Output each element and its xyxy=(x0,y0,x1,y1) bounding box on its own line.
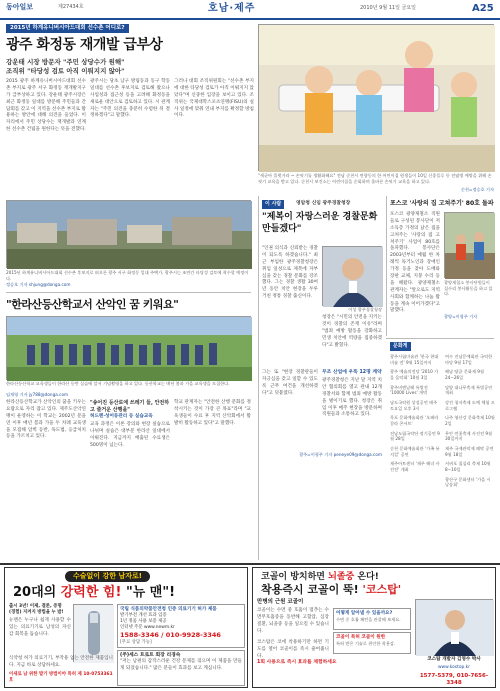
goat-headline: "한라산등산학교서 산악인 꿈 키워요" xyxy=(6,298,179,311)
column-divider xyxy=(386,196,387,336)
interview-body-col1: "인권 의식과 신뢰받는 경찰이 되도록 하겠습니다." 최근 부임한 광주경찰청장은 취임 일성으로 제복에 자부심을 갖는 경찰 문화를 강조했다. 그는 경찰 생활 30여 년 동안 치안 현장을 두루 거친 정통 경찰 출신이다. xyxy=(262,246,318,300)
kostop-callout: 1회 사용으로 즉시 효과를 체험하세요 xyxy=(257,660,337,665)
newman-box-sub: 발기부전 개선 효과 입증 xyxy=(120,613,167,619)
goat-photo xyxy=(6,316,251,380)
goat-quote-sub: 허드렌·성어류관리 등 실습교육 xyxy=(90,414,153,419)
newman-phone[interactable]: 1588-3346 / 010-9928-3346 xyxy=(120,631,221,639)
brief-item: 나주 영산강 문화축제 10월 2일 xyxy=(445,415,495,427)
kostop-headline-part-2: '코스탑' xyxy=(362,583,402,596)
brief-item: 제주 국제관악제 폐막 공연 9월 18일 xyxy=(445,446,494,457)
brief-item: 광주 예술의전당 '2010 가을 음악회' 10월 3일 xyxy=(390,369,439,381)
newman-box-body: 1년 정품 사용 보증 제공 xyxy=(120,619,167,625)
brief-item: 해남 땅끝 문화제 9월 24∼26일 xyxy=(445,369,485,381)
newman-text-2: 식약청 허가 의료기기, 부작용 없는 안전한 제품입니다. 지금 바로 상담하세요. xyxy=(9,656,113,668)
brief-item: 서귀포 칠십리 축제 10월 8∼10일 xyxy=(445,461,491,473)
newman-product-photo xyxy=(73,604,113,662)
lead-photo-caption: 2015년 하계유니버시아드대회 선수촌 후보지로 떠오른 광주 서구 화정동 일대 주택가. 광주시는 조만간 타당성 검토에 착수할 예정이다. xyxy=(6,270,249,281)
newspaper-logo: 동아일보 xyxy=(6,3,34,11)
kostop-box-1 xyxy=(333,608,411,630)
brief-item: 남도국악원 상설공연 매주 토요일 오후 3시 xyxy=(390,400,438,411)
newman-text-1: 뉴맨은 누구나 쉽게 사용할 수 있는 의료기기로 남성의 자신감 회복을 돕습니다. xyxy=(9,618,71,637)
brief-item: 광주비엔날레 특별전 '10000 Lives' 개막 xyxy=(390,384,428,396)
kostop-person-name: 코스탑 개발자 김영수 박사 xyxy=(427,657,481,662)
posco-photo xyxy=(444,212,494,278)
goat-byline: 임재영 기자 jy788@donga.com xyxy=(6,392,69,397)
briefs-right-list xyxy=(445,354,495,554)
edition-number: 제27434호 xyxy=(58,4,84,10)
interview-body-col4: 광주경찰청은 지난 달 지역 치안 협의회를 열고 관내 12개 경찰서와 함께 범죄 예방 활동을 벌이기로 했다. 청장은 취임 이후 매주 현장을 방문하며 직원들과 소통하고 있다. xyxy=(322,378,382,418)
interview-body-col2: 청장은 "시민의 안전을 지키는 것이 경찰의 존재 이유"라며 "범죄 예방 활동을 강화하고 민생 치안에 역량을 집중하겠다"고 밝혔다. xyxy=(322,315,382,348)
lead-body-col2: 광주시는 당초 남구 방림동과 동구 학동 일대를 선수촌 후보지로 검토해 왔으나 사업성과 접근성 등을 고려해 화정동을 새로운 대안으로 검토하고 있다. 시 관계자는 "주민 의견을 충분히 수렴한 뒤 결정하겠다"고 말했다. xyxy=(90,79,170,119)
briefs-tag: 문화게 xyxy=(390,342,411,351)
newman-banner: 수술없이 강한 남자로! xyxy=(65,571,150,582)
brief-item: 광산구 문화센터 '가을 시 낭송회' xyxy=(445,476,491,488)
newman-headline-part-1: 20대의 xyxy=(13,585,61,600)
kostop-top-part-1: 코골이 방치하면 xyxy=(261,572,329,582)
interview-tag: 이 사람 xyxy=(262,200,284,209)
kostop-website[interactable]: www.kostop.kr xyxy=(437,665,471,670)
divider xyxy=(6,292,251,293)
kostop-box-1-head: 어떻게 알아낼 수 있을까요? xyxy=(336,611,393,616)
lead-body-col1: 2015 광주 하계유니버시아드대회 선수촌 부지로 광주 서구 화정동 재개발지구가 급부상하고 있다. 강운태 광주시장은 최근 화정동 일대를 방문해 주민들과 간담회를 갖고 이 지역을 선수촌 부지로 활용하는 방안에 대해 의견을 들었다. 이 자리에서 주민 상당수는 재개발과 연계한 선수촌 건립을 원한다는 뜻을 전했다. xyxy=(6,79,86,133)
interview-headline: "제복이 자랑스러운 경찰문화 만들겠다" xyxy=(262,212,378,234)
kostop-top-part-2: 뇌졸중 xyxy=(328,572,355,582)
brief-item: 강진 청자축제 도예 체험 프로그램 xyxy=(445,400,495,411)
kostop-box-1-text: 수면 중 호흡 패턴을 관찰해 보세요. xyxy=(336,617,401,623)
brief-item: 담양 대나무축제 특별공연 개최 xyxy=(445,384,493,396)
newman-headline-part-2: 강력한 힘! xyxy=(60,585,122,600)
posco-headline: 포스코 '사랑의 집 고쳐주기' 80호 돌파 xyxy=(390,200,494,207)
interview-byline: 광주=이형주 기자 peneye09@donga.com xyxy=(299,452,382,457)
newman-bottom-box xyxy=(117,650,245,686)
newman-info-box xyxy=(117,604,245,648)
interview-side-head: 무조 산업에 우뚝 12명 계약 xyxy=(322,370,382,375)
newman-box-head: 국립 식품의약품안전청 인증 의료기기 허가 제품 xyxy=(120,607,217,612)
brief-item: 여수 진남문예회관 국악한마당 9월 17일 xyxy=(445,354,493,365)
kids-photo-caption: "세균아 물럿거라 ~ 손씻기를 생활화해요" 전남 순천시 연향동의 한 어린이집 원생들이 10일 신종플루 등 전염병 예방을 위해 손씻기 교육을 받고 있다. 순천시 보건소는 어린이집을 순회하며 올바른 손씻기 교육을 하고 있다. xyxy=(258,173,492,184)
goat-quote-head: "송어진 등산로에 쓰레기 들, 안전하고 즐거운 산행을" xyxy=(90,400,170,413)
newman-bottom-body: "저는 남편의 갑작스러운 건강 문제를 겪으며 이 제품을 만들게 되었습니다." 많은 분들이 효과를 보고 계십니다. xyxy=(120,659,242,672)
interview-photo-caption: 이성 광주경찰청장 xyxy=(348,307,382,312)
page-number: A25 xyxy=(472,3,494,14)
kostop-box-2-text: 특허 받은 기술로 편안한 착용감. xyxy=(336,641,396,647)
kostop-ad xyxy=(252,567,496,688)
brief-item: 목포 문화예술회관 '오페라 갈라 콘서트' xyxy=(390,415,439,427)
newman-quote: 출시 3년! 이제, 결론, 증명 (경험) 지켜지 방법을 누 밨! xyxy=(9,604,64,615)
divider xyxy=(386,338,494,339)
interview-tag-sub: 영암청 신임 광주경찰청장 xyxy=(296,201,351,206)
posco-body: 포스코 광양제철소 직원들로 구성된 봉사단이 저소득층 가정의 낡은 집을 고쳐주는 '사랑의 집 고쳐주기' 사업이 80호를 돌파했다. 봉사단은 2003년부터 매월 한 차례씩 독거노인과 장애인 가정 등을 찾아 도배와 장판 교체, 지붕 수리 등을 해왔다. 광양제철소 관계자는 "앞으로도 지역사회와 함께하는 나눔 활동을 계속 이어가겠다"고 말했다. xyxy=(390,212,440,314)
kostop-box-2 xyxy=(333,632,411,654)
newman-headline-part-3: "뉴 맨"! xyxy=(121,585,176,600)
kostop-person-photo xyxy=(415,599,493,655)
kids-byline: 순천=정승호 기자 xyxy=(460,187,494,192)
lead-photo xyxy=(6,200,251,268)
kostop-text-2: 코스탑은 코에 착용하기만 하면 기도를 열어 코골이를 즉시 줄여줍니다. xyxy=(257,640,329,659)
newman-ad xyxy=(4,567,248,688)
kostop-top-line xyxy=(261,571,379,583)
newman-headline xyxy=(13,584,175,602)
lead-byline: 정승호 기자 shjung@donga.com xyxy=(6,282,71,287)
lead-subhead-1: 강운태 시장 방문자 "주민 상당수가 원해" xyxy=(6,58,125,66)
lead-subhead-2: 조직위 "타당성 검토 아직 이뤄지지 않아" xyxy=(6,67,125,75)
brief-item: 무안 연꽃축제 사진전 9월 30일까지 xyxy=(445,430,493,442)
masthead xyxy=(0,0,500,20)
goat-body-col2: 교육 과정은 이론 강의와 현장 실습으로 나뉘며 실습은 대부분 한라산 일대에서 이뤄진다. 지금까지 배출된 수료생은 500명이 넘는다. xyxy=(90,422,170,448)
kostop-headline xyxy=(261,583,401,598)
posco-byline: 광양=이형주 기자 xyxy=(444,314,478,319)
brief-item: 광주시립미술관 '한국 현대미술 전' 9월 15일까지 xyxy=(390,354,439,365)
brief-item: 순천 문화예술회관 '가족 뮤지컬' 공연 xyxy=(390,446,440,457)
interview-portrait xyxy=(322,246,382,306)
newman-phone-note: [무료 상담 가능] xyxy=(120,639,152,645)
kostop-sub: 만병의 근원 코골이 xyxy=(257,599,304,605)
goat-photo-caption: 한라산등산학교 교육생들이 한라산 등반 실습에 앞서 기념촬영을 하고 있다. 등산학교는 매년 봄과 가을 교육생을 모집한다. xyxy=(6,381,230,386)
section-title: 호남·제주 xyxy=(208,3,256,14)
kostop-top-part-3: 온다! xyxy=(354,572,379,582)
brief-item: 전남도립국악단 정기공연 9월 28일 xyxy=(390,430,440,442)
kostop-box-2-head: 코골이 특허 코골이 원한 xyxy=(336,635,386,640)
lead-kicker: 2015년 하계유니버시아드대회 선수촌 어디로? xyxy=(6,24,129,33)
interview-body-col3: 그는 또 "현장 경찰관들이 자긍심을 갖고 일할 수 있도록 근무 여건을 개선하겠다"고 덧붙였다. xyxy=(262,370,318,396)
brief-item: 제주아트센터 '제주 해녀 사진전' 개최 xyxy=(390,461,440,473)
ad-divider xyxy=(0,563,500,565)
issue-date: 2010년 9월 11일 금요일 xyxy=(360,5,417,11)
goat-body-col3: 학교 관계자는 "안전한 산행 문화를 정착시키는 것이 가장 큰 목표"라며 "교육생들이 수료 후 지역 산악회에서 활발히 활동하고 있다"고 말했다. xyxy=(174,400,251,426)
briefs-left-list xyxy=(390,354,442,554)
kostop-phone[interactable]: 1577-5379, 010-7656-3348 xyxy=(419,673,489,687)
newman-callout: 이새로 남 위한 발기 방법이야 특허 제 10-0753361호 xyxy=(9,672,113,683)
newman-bottom-title: (주)세스 트로트 회장 리경숙 xyxy=(120,653,181,658)
kids-handwash-photo xyxy=(258,24,494,171)
lead-headline: 광주 화정동 재개발 급부상 xyxy=(6,37,163,53)
lead-body-col3: 그러나 대회 조직위원회는 "선수촌 부지에 대한 타당성 검토가 아직 이뤄지지 않았다"며 신중한 입장을 보이고 있다. 조직위는 국제대학스포츠연맹(FISU)의 실사 일정에 맞춰 연내 부지를 확정할 방침이다. xyxy=(174,79,254,119)
newman-box-note: 인터넷 주문 www.newm.kr xyxy=(120,625,175,631)
kostop-headline-part-1: 착용즉시 코골이 뚝! xyxy=(261,583,363,596)
column-divider xyxy=(258,196,259,560)
kostop-text-1: 코골이는 수면 중 호흡이 멈추는 수면무호흡증을 동반해 고혈압, 심장질환, 뇌졸중 등을 일으킬 수 있습니다. xyxy=(257,608,329,634)
goat-body-col1: 한라산등산학교가 산악인의 꿈을 키우는 요람으로 자리 잡고 있다. 제주도산악연맹이 운영하는 이 학교는 2002년 문을 연 이후 매년 봄과 가을 두 차례 교육생을 모집해 암벽 등반, 독도법, 응급처치 등을 가르치고 있다. xyxy=(6,400,86,440)
posco-photo-caption: 광양제철소 봉사단원들이 집수리 봉사활동을 하고 있다. xyxy=(444,280,493,297)
